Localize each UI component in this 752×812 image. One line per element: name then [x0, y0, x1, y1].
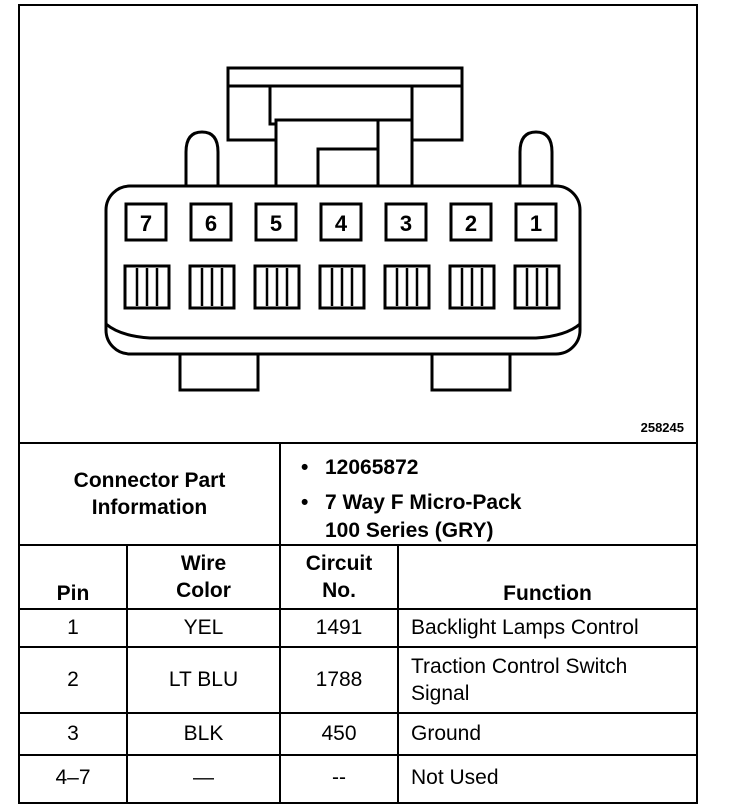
connector-description-line2: 100 Series (GRY) [325, 519, 494, 542]
pin-number-label: 5 [269, 211, 283, 236]
row2-wire-color: LT BLU [168, 668, 239, 691]
left-post [186, 132, 218, 186]
left-foot [180, 352, 258, 390]
row4-circuit: -- [332, 766, 346, 789]
row3-wire-color: BLK [183, 722, 224, 745]
connector-illustration [20, 6, 696, 442]
pin-number-label: 4 [334, 211, 348, 236]
header-circuit-line1: Circuit [305, 552, 373, 575]
right-foot [432, 352, 510, 390]
bullet: • [301, 491, 309, 514]
connector-info-label-line2: Information [91, 496, 208, 519]
row2-pin: 2 [67, 668, 79, 691]
lock-tab-top [228, 68, 462, 86]
pin-number-label: 2 [464, 211, 478, 236]
lock-tab-middle [270, 86, 412, 124]
header-wire-color-line2: Color [176, 579, 231, 602]
header-circuit-no [281, 546, 397, 608]
header-wire-color-line1: Wire [180, 552, 227, 575]
figure-reference-code: 258245 [640, 420, 684, 435]
row3-function: Ground [411, 722, 482, 745]
row1-function: Backlight Lamps Control [411, 616, 639, 639]
pin-number-label: 3 [399, 211, 413, 236]
row2-circuit: 1788 [315, 668, 363, 691]
connector-info-details [281, 444, 694, 544]
row1-pin: 1 [67, 616, 79, 639]
row1-circuit: 1491 [315, 616, 363, 639]
header-wire-color [128, 546, 279, 608]
part-number: 12065872 [325, 456, 419, 479]
part-number-item [301, 454, 694, 482]
lock-tab-latch [318, 149, 378, 186]
row4-pin: 4–7 [55, 766, 91, 789]
row2-function [399, 648, 696, 712]
header-function: Function [503, 582, 592, 605]
row2-function-line2: Signal [411, 682, 470, 705]
connector-description-item [301, 489, 694, 517]
connector-description-line1: 7 Way F Micro-Pack [325, 491, 522, 514]
row4-wire-color: — [193, 766, 214, 789]
connector-info-label [20, 444, 279, 544]
row4-function: Not Used [411, 766, 499, 789]
row3-pin: 3 [67, 722, 79, 745]
header-circuit-line2: No. [322, 579, 356, 602]
connector-diagram-frame [18, 4, 698, 804]
bullet: • [301, 456, 309, 479]
header-pin: Pin [56, 582, 90, 605]
row3-circuit: 450 [321, 722, 357, 745]
connector-info-label-line1: Connector Part [73, 469, 226, 492]
row2-function-line1: Traction Control Switch [411, 655, 628, 678]
right-post [520, 132, 552, 186]
pin-number-label: 6 [204, 211, 218, 236]
row1-wire-color: YEL [183, 616, 224, 639]
pin-number-label: 1 [529, 211, 543, 236]
pin-number-label: 7 [139, 211, 153, 236]
